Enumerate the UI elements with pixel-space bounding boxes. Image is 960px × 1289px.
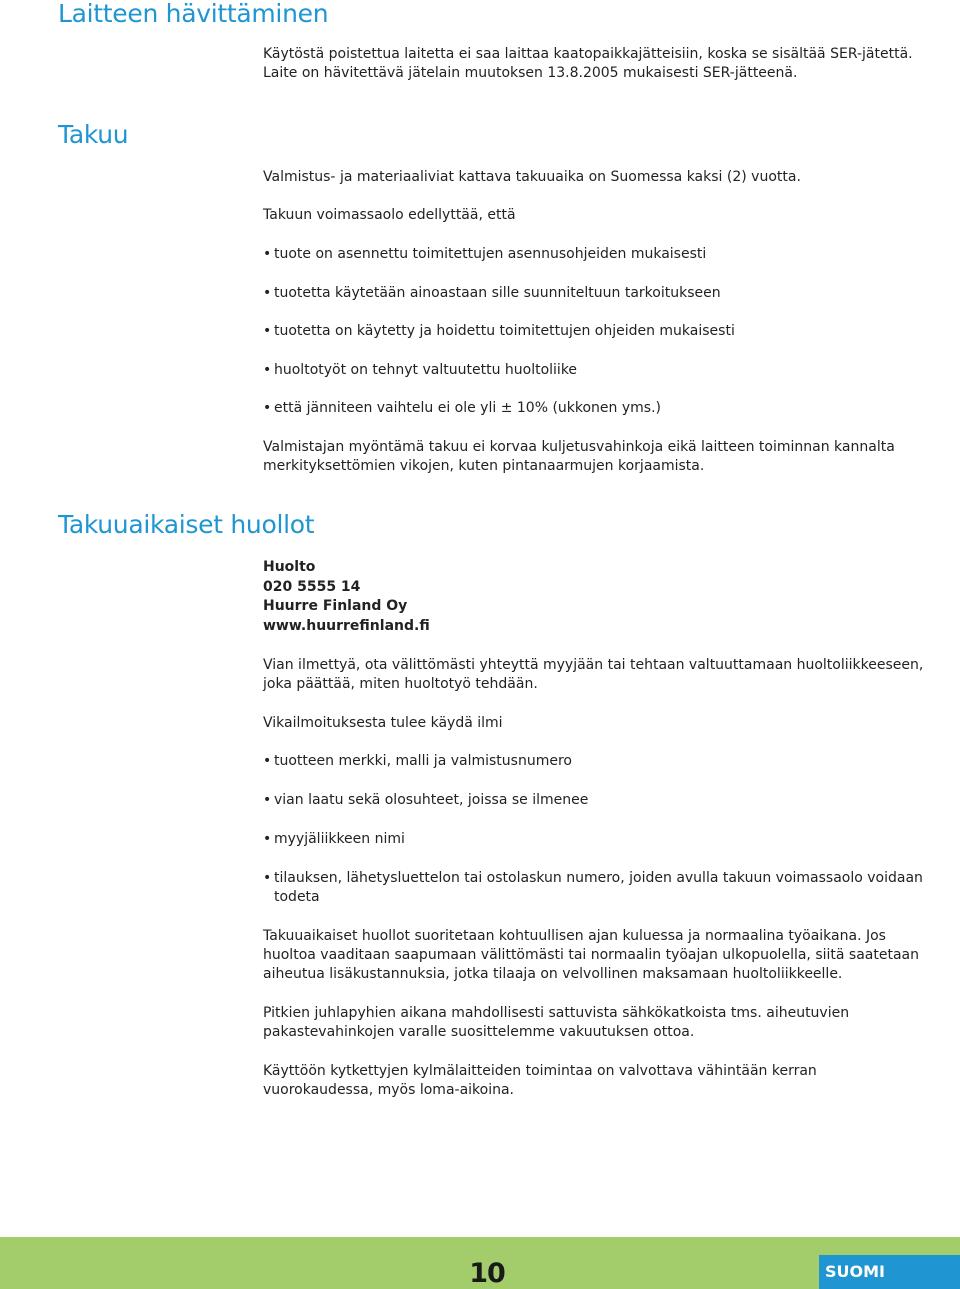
list-item	[263, 399, 661, 418]
list-item	[263, 752, 572, 771]
section-heading-service: Takuuaikaiset huollot	[58, 510, 315, 539]
list-item-text: tilauksen, lähetysluettelon tai ostolaskun numero, joiden avulla takuun voimassaolo voidaan	[274, 870, 923, 886]
list-item	[263, 791, 588, 810]
contact-website: www.huurrefinland.fi	[263, 617, 430, 634]
list-item	[263, 869, 923, 907]
list-item-text: tuotetta on käytetty ja hoidettu toimitettujen ohjeiden mukaisesti	[274, 323, 735, 339]
list-item	[263, 361, 577, 380]
bullet-icon: •	[263, 870, 272, 886]
bullet-icon: •	[263, 362, 272, 378]
contact-company: Huurre Finland Oy	[263, 598, 408, 614]
bullet-icon: •	[263, 753, 272, 769]
report-title: Vikailmoituksesta tulee käydä ilmi	[263, 715, 503, 731]
bullet-icon: •	[263, 323, 272, 339]
fault-text-line-2: joka päättää, miten huoltotyö tehdään.	[263, 676, 538, 692]
list-item	[263, 830, 405, 849]
bullet-icon: •	[263, 831, 272, 847]
section-heading-warranty: Takuu	[58, 120, 129, 149]
warranty-intro: Valmistus- ja materiaaliviat kattava takuuaika on Suomessa kaksi (2) vuotta.	[263, 169, 801, 185]
warranty-conditions-title: Takuun voimassaolo edellyttää, että	[263, 207, 516, 223]
bullet-icon: •	[263, 246, 272, 262]
list-item-text-continued: todeta	[274, 889, 320, 905]
service-paragraph-3-line-1: Käyttöön kytkettyjen kylmälaitteiden toimintaa on valvottava vähintään kerran	[263, 1063, 817, 1079]
list-item-text: vian laatu sekä olosuhteet, joissa se ilmenee	[274, 792, 589, 808]
warranty-note-line-1: Valmistajan myöntämä takuu ei korvaa kuljetusvahinkoja eikä laitteen toiminnan kannalta	[263, 439, 895, 455]
language-label: SUOMI	[819, 1255, 960, 1289]
bullet-icon: •	[263, 400, 272, 416]
list-item-text: tuote on asennettu toimitettujen asennusohjeiden mukaisesti	[274, 246, 707, 262]
disposal-text-line-1: Käytöstä poistettua laitetta ei saa laittaa kaatopaikkajätteisiin, koska se sisältää SER-jätettä.	[263, 46, 913, 62]
list-item-text: tuotetta käytetään ainoastaan sille suunniteltuun tarkoitukseen	[274, 285, 721, 301]
contact-title: Huolto	[263, 559, 316, 575]
service-paragraph-1-line-3: aiheutua lisäkustannuksia, jotka tilaaja on velvollinen maksamaan huoltoliikkeelle.	[263, 966, 843, 982]
bullet-icon: •	[263, 285, 272, 301]
warranty-note-line-2: merkityksettömien vikojen, kuten pintanaarmujen korjaamista.	[263, 458, 705, 474]
service-contact-block	[263, 558, 430, 636]
list-item-text: että jänniteen vaihtelu ei ole yli ± 10% (ukkonen yms.)	[274, 400, 661, 416]
service-paragraph-2-line-1: Pitkien juhlapyhien aikana mahdollisesti sattuvista sähkökatkoista tms. aiheutuvien	[263, 1005, 850, 1021]
page-number: 10	[469, 1258, 505, 1289]
fault-text-line-1: Vian ilmettyä, ota välittömästi yhteyttä myyjään tai tehtaan valtuuttamaan huoltoliikkeeseen,	[263, 657, 924, 673]
service-paragraph-1-line-2: huoltoa vaaditaan saapumaan välittömästi tai normaalin työajan ulkopuolella, siitä saatetaan	[263, 947, 919, 963]
section-heading-disposal: Laitteen hävittäminen	[58, 0, 329, 28]
bullet-icon: •	[263, 792, 272, 808]
disposal-text-line-2: Laite on hävitettävä jätelain muutoksen 13.8.2005 mukaisesti SER-jätteenä.	[263, 65, 798, 81]
list-item-text: tuotteen merkki, malli ja valmistusnumero	[274, 753, 572, 769]
list-item-text: huoltotyöt on tehnyt valtuutettu huoltoliike	[274, 362, 578, 378]
list-item-text: myyjäliikkeen nimi	[274, 831, 405, 847]
list-item	[263, 245, 706, 264]
list-item	[263, 322, 735, 341]
contact-phone: 020 5555 14	[263, 578, 361, 595]
service-paragraph-1-line-1: Takuuaikaiset huollot suoritetaan kohtuullisen ajan kuluessa ja normaalina työaikana. Jos	[263, 928, 886, 944]
service-paragraph-3-line-2: vuorokaudessa, myös loma-aikoina.	[263, 1082, 515, 1098]
service-paragraph-2-line-2: pakastevahinkojen varalle suosittelemme vakuutuksen ottoa.	[263, 1024, 695, 1040]
list-item	[263, 284, 721, 303]
